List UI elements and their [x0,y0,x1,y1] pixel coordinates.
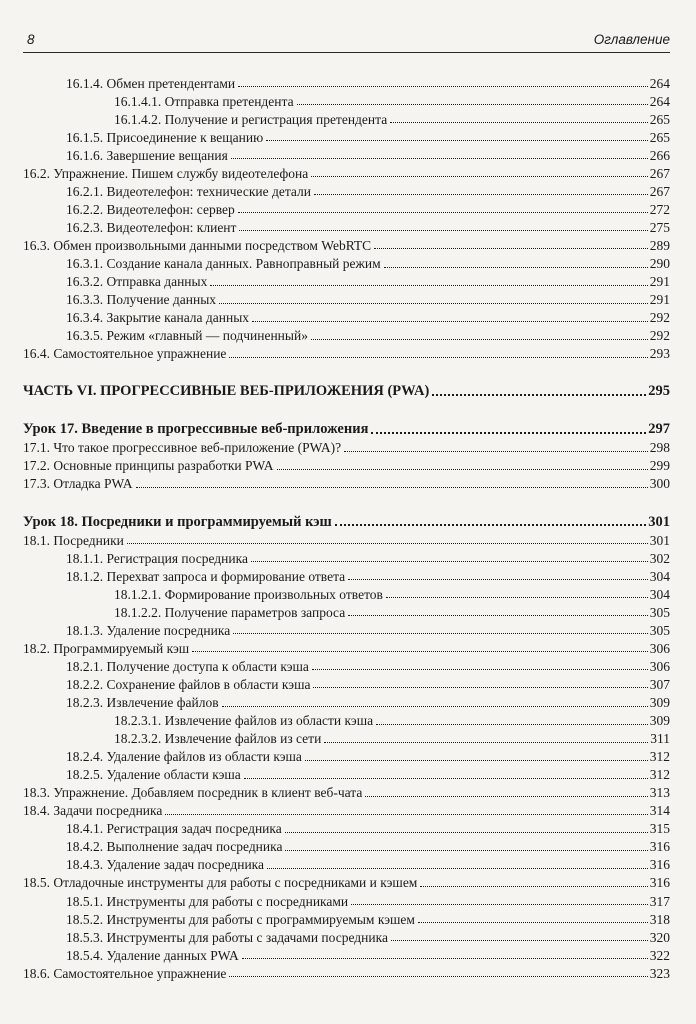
toc-entry-title: Урок 17. Введение в прогрессивные веб-приложения [23,421,369,438]
toc-entry-title: 16.2. Упражнение. Пишем службу видеотелефона [23,165,309,181]
dot-leader [344,451,648,452]
toc-entry-title: 16.1.6. Завершение вещания [66,147,228,163]
toc-entry-title: 17.2. Основные принципы разработки PWA [23,458,274,474]
dot-leader [348,579,648,580]
toc-entry-title: 18.2.2. Сохранение файлов в области кэша [66,676,311,692]
toc-entry [0,836,696,854]
dot-leader [231,158,648,159]
dot-leader [277,469,648,470]
toc-entry [0,547,696,565]
toc-entry-title: 18.2.3. Извлечение файлов [66,695,219,710]
toc-entry [0,162,696,180]
dot-leader [251,561,648,562]
toc-entry [0,198,696,216]
toc-entry-title: 18.5.2. Инструменты для работы с программируемым кэшем [66,911,415,927]
toc-entry-title: 16.1.4.1. Отправка претендента [114,93,294,109]
toc-entry-page: 264 [649,75,670,91]
dot-leader [314,194,648,195]
toc-entry-page: 300 [649,476,670,492]
toc-entry-title: 18.1.1. Регистрация посредника [66,550,248,566]
toc-entry [0,529,696,547]
toc-entry [0,962,696,980]
dot-leader [238,86,648,87]
toc-entry-page: 291 [649,292,670,308]
toc-entry [0,782,696,800]
toc-entry [0,710,696,728]
table-of-contents [0,72,696,980]
toc-entry-title: 18.3. Упражнение. Добавляем посредник в клиент веб-чата [23,785,363,801]
toc-entry-title: 18.5.3. Инструменты для работы с задачами посредника [66,929,388,945]
dot-leader [365,796,647,797]
toc-entry [0,216,696,234]
page-number: 8 [27,32,35,47]
toc-entry [0,437,696,455]
dot-leader [312,669,648,670]
toc-entry-page: 267 [649,183,670,199]
toc-entry-title: 16.3.5. Режим «главный — подчиненный» [66,328,308,344]
toc-entry-title: 16.4. Самостоятельное упражнение [23,346,227,362]
toc-entry-title: 16.1.4.2. Получение и регистрация претендента [114,111,388,127]
dot-leader [351,904,648,905]
dot-leader [136,487,648,488]
dot-leader [210,285,647,286]
toc-entry-page: 304 [649,586,670,602]
toc-entry-title: 18.4. Задачи посредника [23,803,163,819]
toc-entry [0,271,696,289]
toc-entry-page: 301 [649,532,670,548]
toc-entry-page: 313 [649,785,670,801]
dot-leader [384,267,648,268]
toc-entry-page: 304 [649,568,670,584]
toc-entry [0,343,696,361]
toc-entry [0,619,696,637]
section-gap [0,399,696,419]
toc-entry-page: 317 [649,893,670,909]
dot-leader [219,303,648,304]
toc-entry-title: 16.2.2. Видеотелефон: сервер [66,201,235,217]
dot-leader [127,543,648,544]
toc-entry-title: 16.3. Обмен произвольными данными посредством WebRTC [23,237,372,253]
dot-leader [297,104,648,105]
toc-entry-page: 292 [649,310,670,326]
dot-leader [165,814,647,815]
toc-entry [0,144,696,162]
toc-entry [0,473,696,491]
toc-heading [0,419,696,437]
toc-entry-page: 316 [649,857,670,873]
toc-entry-page: 311 [650,731,670,747]
dot-leader [311,339,648,340]
toc-entry [0,252,696,270]
dot-leader [242,958,648,959]
toc-entry-page: 314 [649,803,670,819]
toc-entry-page: 302 [649,550,670,566]
toc-entry-title: 18.6. Самостоятельное упражнение [23,965,227,981]
dot-leader [311,176,648,177]
toc-entry-page: 315 [649,821,670,837]
toc-entry-title: 16.1.4. Обмен претендентами [66,75,236,91]
running-title: Оглавление [593,32,670,47]
toc-entry [0,691,696,709]
dot-leader [266,140,648,141]
toc-entry-page: 291 [649,274,670,290]
toc-entry-page: 290 [649,256,670,272]
toc-entry [0,673,696,691]
section-gap [0,491,696,511]
toc-entry-page: 293 [649,346,670,362]
toc-entry-page: 307 [649,676,670,692]
dot-leader [239,230,647,231]
toc-entry-page: 295 [648,383,670,400]
toc-entry-page: 289 [649,237,670,253]
toc-entry-page: 322 [649,947,670,963]
toc-entry-page: 275 [649,219,670,235]
toc-entry-page: 298 [649,440,670,456]
toc-entry-page: 309 [649,695,670,710]
toc-entry [0,307,696,325]
toc-entry [0,289,696,307]
toc-entry [0,926,696,944]
toc-entry-page: 305 [649,604,670,620]
dot-leader [371,432,646,434]
toc-entry-page: 305 [649,622,670,638]
toc-entry [0,565,696,583]
toc-entry-page: 301 [648,513,670,530]
toc-entry-page: 267 [649,165,670,181]
dot-leader [305,760,648,761]
toc-entry-title: 17.3. Отладка PWA [23,476,133,492]
toc-entry [0,72,696,90]
dot-leader [432,394,646,396]
toc-entry-title: 16.1.5. Присоединение к вещанию [66,129,264,145]
toc-entry-page: 312 [649,749,670,765]
dot-leader [238,212,648,213]
dot-leader [285,850,647,851]
toc-entry-title: 18.5.1. Инструменты для работы с посредниками [66,893,349,909]
dot-leader [313,687,647,688]
dot-leader [374,248,648,249]
toc-entry-page: 272 [649,201,670,217]
dot-leader [386,597,648,598]
toc-entry-title: 16.3.4. Закрытие канала данных [66,310,250,326]
toc-entry-title: 16.3.2. Отправка данных [66,274,208,290]
toc-entry-page: 299 [649,458,670,474]
toc-entry [0,800,696,818]
toc-entry-title: 18.4.2. Выполнение задач посредника [66,839,283,855]
toc-entry-title: 18.1.2.1. Формирование произвольных ответов [114,586,383,602]
toc-entry-title: 17.1. Что такое прогрессивное веб-приложение (PWA)? [23,440,342,456]
toc-entry [0,126,696,144]
header-rule [23,52,670,53]
toc-entry-title: 18.2.3.2. Извлечение файлов из сети [114,731,322,747]
toc-entry-page: 265 [649,129,670,145]
toc-entry-page: 266 [649,147,670,163]
toc-entry-title: 18.4.1. Регистрация задач посредника [66,821,282,837]
toc-entry [0,455,696,473]
toc-entry-page: 292 [649,328,670,344]
toc-entry-title: 18.2.4. Удаление файлов из области кэша [66,749,302,765]
toc-heading [0,511,696,529]
dot-leader [222,706,648,707]
toc-entry [0,583,696,601]
toc-entry-title: Урок 18. Посредники и программируемый кэш [23,513,332,530]
toc-entry-title: 18.2.5. Удаление области кэша [66,767,241,783]
toc-entry-page: 306 [649,658,670,674]
toc-entry-page: 264 [649,93,670,109]
toc-entry-page: 265 [649,111,670,127]
toc-entry [0,872,696,890]
dot-leader [285,832,648,833]
section-gap [0,361,696,381]
dot-leader [229,357,647,358]
toc-entry [0,854,696,872]
toc-entry-title: 16.3.1. Создание канала данных. Равноправный режим [66,256,381,272]
dot-leader [376,724,648,725]
toc-entry-page: 323 [649,965,670,981]
toc-entry-title: 18.1.2.2. Получение параметров запроса [114,604,346,620]
toc-entry-title: 18.2. Программируемый кэш [23,640,190,656]
toc-entry [0,325,696,343]
toc-entry [0,890,696,908]
dot-leader [420,886,647,887]
dot-leader [324,742,648,743]
toc-entry [0,746,696,764]
toc-entry-title: 18.4.3. Удаление задач посредника [66,857,265,873]
toc-entry [0,818,696,836]
dot-leader [390,122,648,123]
toc-entry-page: 306 [649,640,670,656]
toc-entry-page: 309 [649,713,670,729]
toc-entry-page: 316 [649,839,670,855]
toc-entry [0,637,696,655]
toc-heading [0,381,696,399]
toc-entry [0,601,696,619]
dot-leader [391,940,648,941]
toc-entry-title: 16.2.1. Видеотелефон: технические детали [66,183,311,199]
toc-entry-title: 18.1.2. Перехват запроса и формирование ответа [66,568,346,584]
toc-entry-page: 312 [649,767,670,783]
toc-entry-page: 320 [649,929,670,945]
running-header [23,32,670,52]
dot-leader [229,976,647,977]
toc-entry [0,655,696,673]
dot-leader [233,633,648,634]
toc-entry-title: 18.1.3. Удаление посредника [66,622,231,638]
dot-leader [252,321,648,322]
toc-entry [0,234,696,252]
toc-entry [0,90,696,108]
toc-entry-title: 18.2.1. Получение доступа к области кэша [66,658,309,674]
toc-entry-title: 18.5.4. Удаление данных PWA [66,947,239,963]
toc-entry-title: ЧАСТЬ VI. ПРОГРЕССИВНЫЕ ВЕБ-ПРИЛОЖЕНИЯ (PWA) [23,383,430,400]
toc-entry-title: 18.2.3.1. Извлечение файлов из области кэша [114,713,374,729]
toc-entry-title: 16.3.3. Получение данных [66,292,217,308]
toc-entry-page: 318 [649,911,670,927]
toc-entry-title: 18.5. Отладочные инструменты для работы с посредниками и кэшем [23,875,418,891]
toc-entry-page: 297 [648,421,670,438]
toc-entry [0,108,696,126]
dot-leader [267,868,648,869]
toc-entry [0,944,696,962]
dot-leader [335,524,646,526]
toc-entry-title: 18.1. Посредники [23,532,124,548]
toc-entry-title: 16.2.3. Видеотелефон: клиент [66,219,237,235]
toc-entry [0,908,696,926]
dot-leader [192,651,648,652]
toc-entry [0,764,696,782]
toc-entry-page: 316 [649,875,670,891]
dot-leader [418,922,648,923]
toc-entry [0,180,696,198]
dot-leader [244,778,648,779]
dot-leader [348,615,648,616]
toc-entry [0,728,696,746]
